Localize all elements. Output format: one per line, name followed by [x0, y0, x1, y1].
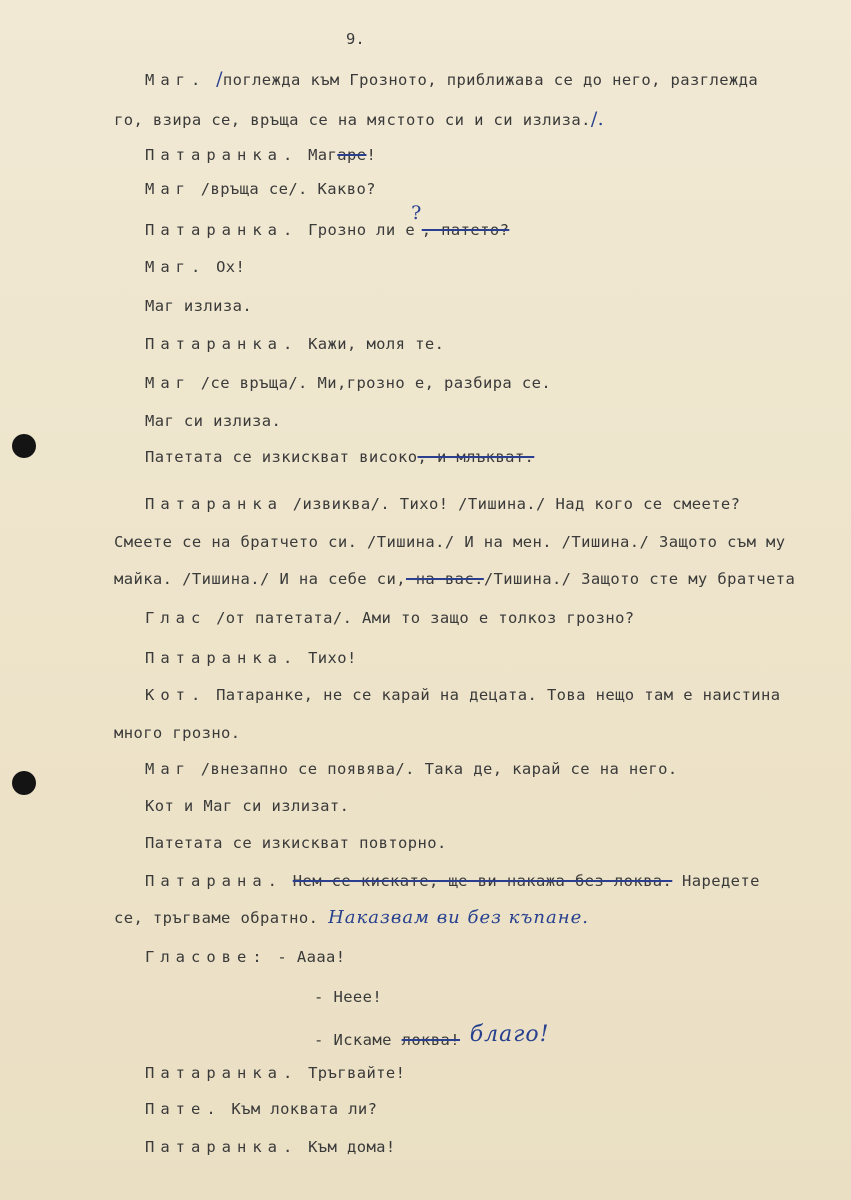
script-line: много грозно. [114, 724, 241, 742]
script-line: Маг излиза. [145, 297, 253, 315]
struck-text: Нем се кискате, ще ви накажа без локва. [292, 872, 673, 890]
script-line: Маг /връща се/. Какво? [145, 180, 376, 198]
struck-text: аре [337, 146, 367, 164]
script-line: Патаранка. Тихо! [145, 649, 357, 667]
script-line: Маг. /поглежда към Грозното, приближава се до него, разглежда [145, 68, 759, 90]
script-line: Патетата се изкискват повторно. [145, 834, 447, 852]
script-line: Маг. Ох! [145, 258, 246, 276]
handwritten-question-mark: ? [411, 202, 422, 224]
punch-hole-bottom [12, 771, 36, 795]
script-line: Гласове: - Аааа! [145, 948, 346, 966]
script-line: Патаранка. Кажи, моля те. [145, 335, 445, 353]
script-line: Пате. Към локвата ли? [145, 1100, 378, 1118]
handwritten-insertion: благо! [469, 1022, 550, 1047]
handwritten-bracket: /. [590, 108, 605, 130]
handwritten-insertion: Наказвам ви без къпане. [328, 907, 589, 928]
script-line: Глас /от патетата/. Ами то защо е толкоз грозно? [145, 609, 635, 627]
struck-text: , патето? [421, 221, 510, 239]
script-line: Кот. Патаранке, не се карай на децата. Това нещо там е наистина [145, 686, 781, 704]
page-number: 9. [346, 30, 365, 48]
script-line: Патаранка. Грозно ли е?, патето? [145, 202, 510, 239]
script-line: Маг си излиза. [145, 412, 282, 430]
script-line: Патарана. Нем се кискате, ще ви накажа без локва. Наредете [145, 872, 760, 890]
script-line: го, взира се, връща се на мястото си и си излиза./. [114, 108, 605, 130]
struck-text: на вас. [405, 570, 484, 588]
script-line: Патаранка. Към дома! [145, 1138, 396, 1156]
script-line: Кот и Маг си излизат. [145, 797, 350, 815]
punch-hole-top [12, 434, 36, 458]
script-line: майка. /Тишина./ И на себе си, на вас./Тишина./ Защото сте му братчета [114, 570, 796, 588]
struck-text: локва! [401, 1031, 460, 1049]
script-line: Патаранка /извиква/. Тихо! /Тишина./ Над кого се смеете? [145, 495, 741, 513]
handwritten-bracket: / [216, 68, 223, 90]
script-line: се, тръгваме обратно. Наказвам ви без къпане. [114, 907, 589, 928]
script-line: - Искаме локва! благо! [314, 1022, 550, 1049]
script-line: - Нееe! [314, 988, 383, 1006]
struck-text: , и млъкват. [417, 448, 535, 466]
script-line: Патетата се изкискват високо, и млъкват. [145, 448, 535, 466]
script-line: Маг /се връща/. Ми,грозно е, разбира се. [145, 374, 552, 392]
script-line: Патаранка. Тръгвайте! [145, 1064, 406, 1082]
script-line: Смеете се на братчето си. /Тишина./ И на мен. /Тишина./ Защото съм му [114, 533, 786, 551]
script-line: Патаранка. Магаре! [145, 146, 377, 164]
script-line: Маг /внезапно се появява/. Така де, карай се на него. [145, 760, 678, 778]
